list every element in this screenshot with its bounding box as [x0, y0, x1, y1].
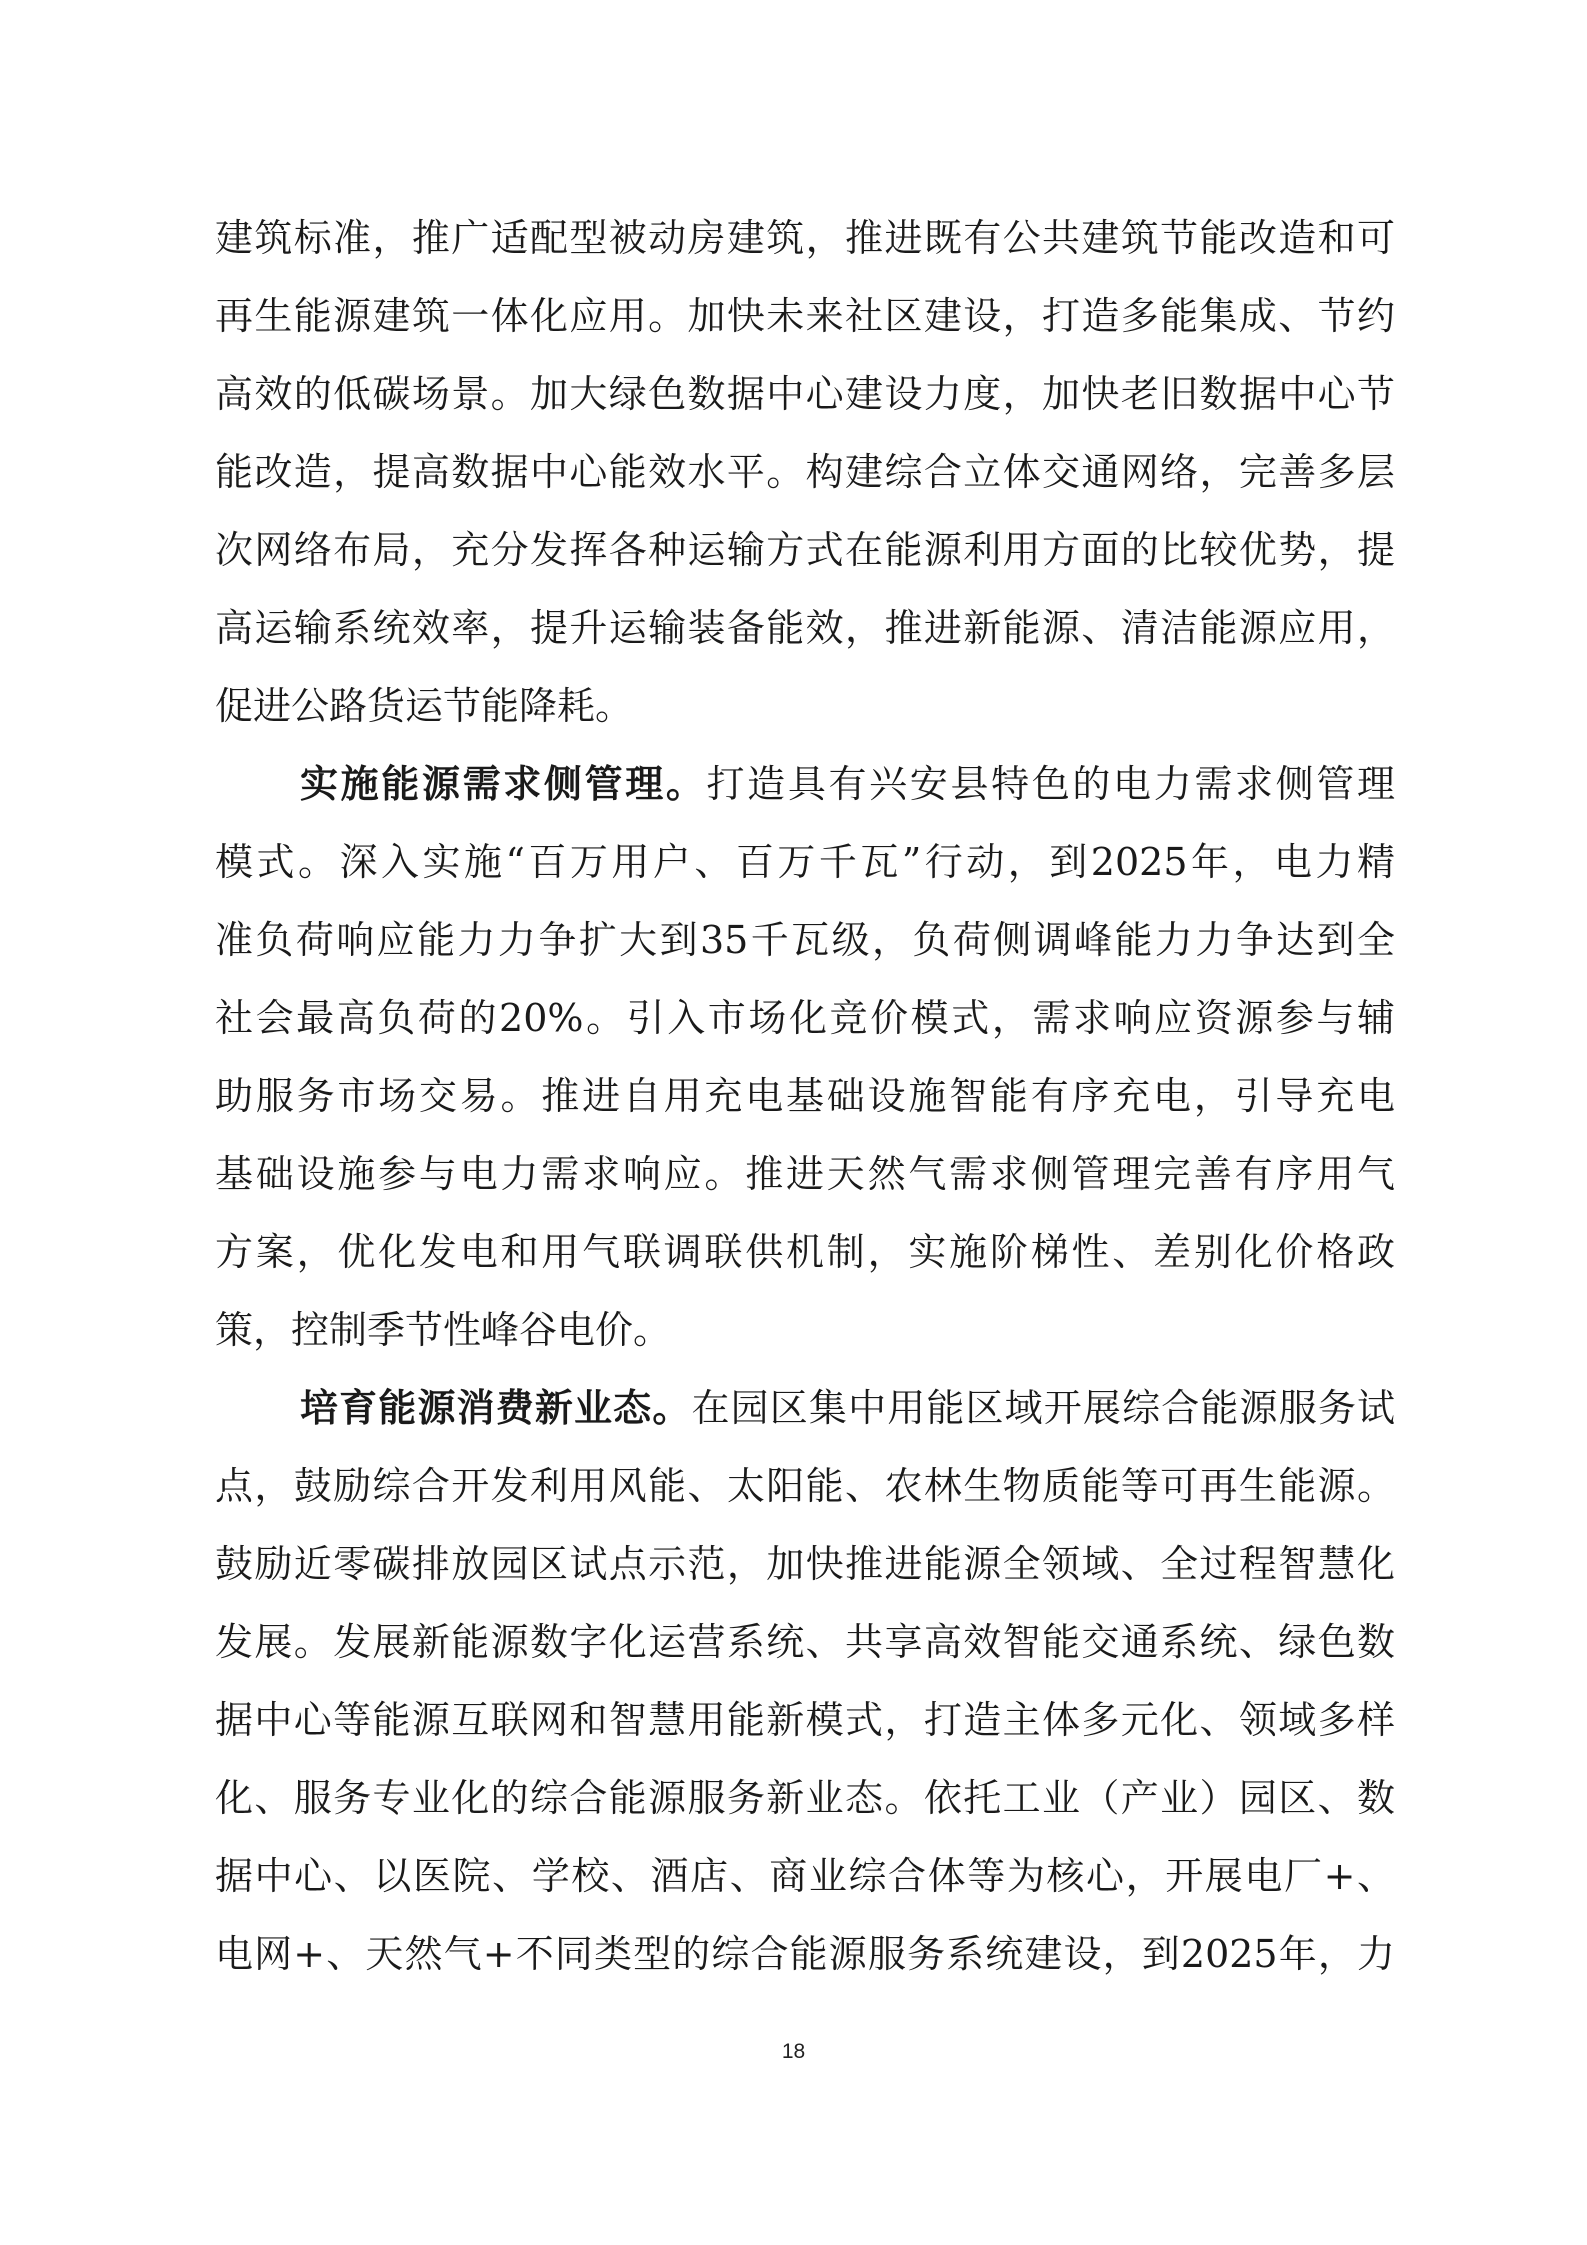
body-text-line: 策，控制季节性峰谷电价。 [215, 1308, 672, 1352]
body-text-line: 鼓励近零碳排放园区试点示范，加快推进能源全领域、全过程智慧化 [215, 1542, 1395, 1586]
body-text-line: 电网+、天然气+不同类型的综合能源服务系统建设，到2025年，力 [215, 1932, 1395, 1976]
body-text-line: 能改造，提高数据中心能效水平。构建综合立体交通网络，完善多层 [215, 450, 1395, 494]
body-text-line: 建筑标准，推广适配型被动房建筑，推进既有公共建筑节能改造和可 [215, 216, 1395, 260]
body-text: 在园区集中用能区域开展综合能源服务试 [691, 1386, 1395, 1430]
body-text-line: 化、服务专业化的综合能源服务新业态。依托工业（产业）园区、数 [215, 1776, 1395, 1820]
body-text-line: 再生能源建筑一体化应用。加快未来社区建设，打造多能集成、节约 [215, 294, 1395, 338]
body-text-line: 次网络布局，充分发挥各种运输方式在能源利用方面的比较优势，提 [215, 528, 1395, 572]
body-text-line: 高效的低碳场景。加大绿色数据中心建设力度，加快老旧数据中心节 [215, 372, 1395, 416]
paragraph-first-line [300, 1378, 1395, 1438]
body-text-line: 助服务市场交易。推进自用充电基础设施智能有序充电，引导充电 [215, 1074, 1395, 1118]
body-text-line: 发展。发展新能源数字化运营系统、共享高效智能交通系统、绿色数 [215, 1620, 1395, 1664]
body-text-line: 基础设施参与电力需求响应。推进天然气需求侧管理完善有序用气 [215, 1152, 1395, 1196]
body-text-line: 方案，优化发电和用气联调联供机制，实施阶梯性、差别化价格政 [215, 1230, 1395, 1274]
body-text-line: 点，鼓励综合开发利用风能、太阳能、农林生物质能等可再生能源。 [215, 1464, 1395, 1508]
body-text-line: 模式。深入实施“百万用户、百万千瓦”行动，到2025年，电力精 [215, 840, 1395, 884]
paragraph-lead-heading: 培育能源消费新业态。 [300, 1385, 692, 1430]
paragraph-first-line [300, 754, 1395, 814]
body-text: 打造具有兴安县特色的电力需求侧管理 [706, 762, 1395, 806]
body-text-line: 准负荷响应能力力争扩大到35千瓦级，负荷侧调峰能力力争达到全 [215, 918, 1395, 962]
page-number: 18 [781, 2040, 806, 2063]
body-text-line: 高运输系统效率，提升运输装备能效，推进新能源、清洁能源应用， [215, 606, 1395, 650]
paragraph-lead-heading: 实施能源需求侧管理。 [300, 761, 707, 806]
body-text-line: 据中心、以医院、学校、酒店、商业综合体等为核心，开展电厂+、 [215, 1854, 1395, 1898]
body-text-line: 据中心等能源互联网和智慧用能新模式，打造主体多元化、领域多样 [215, 1698, 1395, 1742]
body-text-line: 促进公路货运节能降耗。 [215, 684, 634, 728]
body-text-line: 社会最高负荷的20%。引入市场化竞价模式，需求响应资源参与辅 [215, 996, 1395, 1040]
